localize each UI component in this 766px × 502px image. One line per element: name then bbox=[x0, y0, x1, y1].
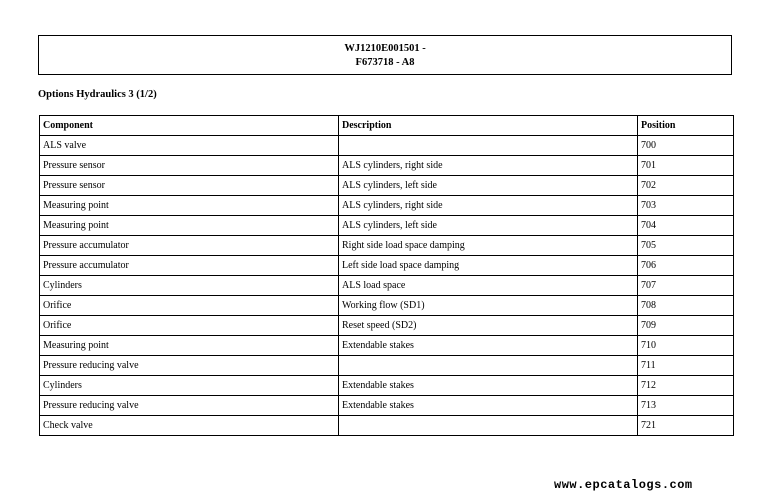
table-row bbox=[40, 336, 734, 356]
position-cell: 705 bbox=[638, 236, 734, 256]
component-cell: Measuring point bbox=[40, 216, 339, 236]
table-row bbox=[40, 156, 734, 176]
position-cell: 710 bbox=[638, 336, 734, 356]
component-cell: Pressure accumulator bbox=[40, 256, 339, 276]
component-cell: Pressure sensor bbox=[40, 156, 339, 176]
description-cell bbox=[339, 416, 638, 436]
description-cell: Extendable stakes bbox=[339, 396, 638, 416]
position-cell: 711 bbox=[638, 356, 734, 376]
watermark: www.epcatalogs.com bbox=[554, 478, 693, 492]
component-cell: Cylinders bbox=[40, 276, 339, 296]
description-cell bbox=[339, 356, 638, 376]
position-cell: 708 bbox=[638, 296, 734, 316]
table-row bbox=[40, 196, 734, 216]
position-cell: 709 bbox=[638, 316, 734, 336]
table-header-row bbox=[40, 116, 734, 136]
component-cell: Orifice bbox=[40, 316, 339, 336]
component-cell: Measuring point bbox=[40, 196, 339, 216]
column-header-component: Component bbox=[40, 116, 339, 136]
position-cell: 704 bbox=[638, 216, 734, 236]
component-cell: ALS valve bbox=[40, 136, 339, 156]
document-id: WJ1210E001501 - bbox=[344, 43, 426, 54]
column-header-description: Description bbox=[339, 116, 638, 136]
description-cell: ALS cylinders, right side bbox=[339, 196, 638, 216]
component-cell: Pressure reducing valve bbox=[40, 396, 339, 416]
description-cell: ALS cylinders, left side bbox=[339, 176, 638, 196]
position-cell: 703 bbox=[638, 196, 734, 216]
column-header-position: Position bbox=[638, 116, 734, 136]
component-cell: Cylinders bbox=[40, 376, 339, 396]
position-cell: 706 bbox=[638, 256, 734, 276]
description-cell: ALS cylinders, left side bbox=[339, 216, 638, 236]
position-cell: 700 bbox=[638, 136, 734, 156]
table-row bbox=[40, 236, 734, 256]
description-cell: Reset speed (SD2) bbox=[339, 316, 638, 336]
table-row bbox=[40, 296, 734, 316]
table-row bbox=[40, 416, 734, 436]
component-cell: Pressure reducing valve bbox=[40, 356, 339, 376]
table-row bbox=[40, 136, 734, 156]
section-title: Options Hydraulics 3 (1/2) bbox=[38, 89, 157, 100]
description-cell bbox=[339, 136, 638, 156]
description-cell: Left side load space damping bbox=[339, 256, 638, 276]
position-cell: 702 bbox=[638, 176, 734, 196]
component-cell: Check valve bbox=[40, 416, 339, 436]
position-cell: 712 bbox=[638, 376, 734, 396]
position-cell: 713 bbox=[638, 396, 734, 416]
table-row bbox=[40, 316, 734, 336]
components-table bbox=[39, 115, 734, 436]
position-cell: 721 bbox=[638, 416, 734, 436]
table-row bbox=[40, 376, 734, 396]
position-cell: 707 bbox=[638, 276, 734, 296]
table-row bbox=[40, 396, 734, 416]
position-cell: 701 bbox=[638, 156, 734, 176]
table-body bbox=[40, 136, 734, 436]
document-revision: F673718 - A8 bbox=[355, 57, 415, 68]
description-cell: Working flow (SD1) bbox=[339, 296, 638, 316]
document-header bbox=[38, 35, 732, 75]
description-cell: Extendable stakes bbox=[339, 376, 638, 396]
table-row bbox=[40, 276, 734, 296]
description-cell: Extendable stakes bbox=[339, 336, 638, 356]
description-cell: ALS cylinders, right side bbox=[339, 156, 638, 176]
description-cell: ALS load space bbox=[339, 276, 638, 296]
description-cell: Right side load space damping bbox=[339, 236, 638, 256]
table-row bbox=[40, 356, 734, 376]
table-row bbox=[40, 176, 734, 196]
component-cell: Pressure accumulator bbox=[40, 236, 339, 256]
component-cell: Measuring point bbox=[40, 336, 339, 356]
component-cell: Orifice bbox=[40, 296, 339, 316]
component-cell: Pressure sensor bbox=[40, 176, 339, 196]
table-row bbox=[40, 216, 734, 236]
table-row bbox=[40, 256, 734, 276]
